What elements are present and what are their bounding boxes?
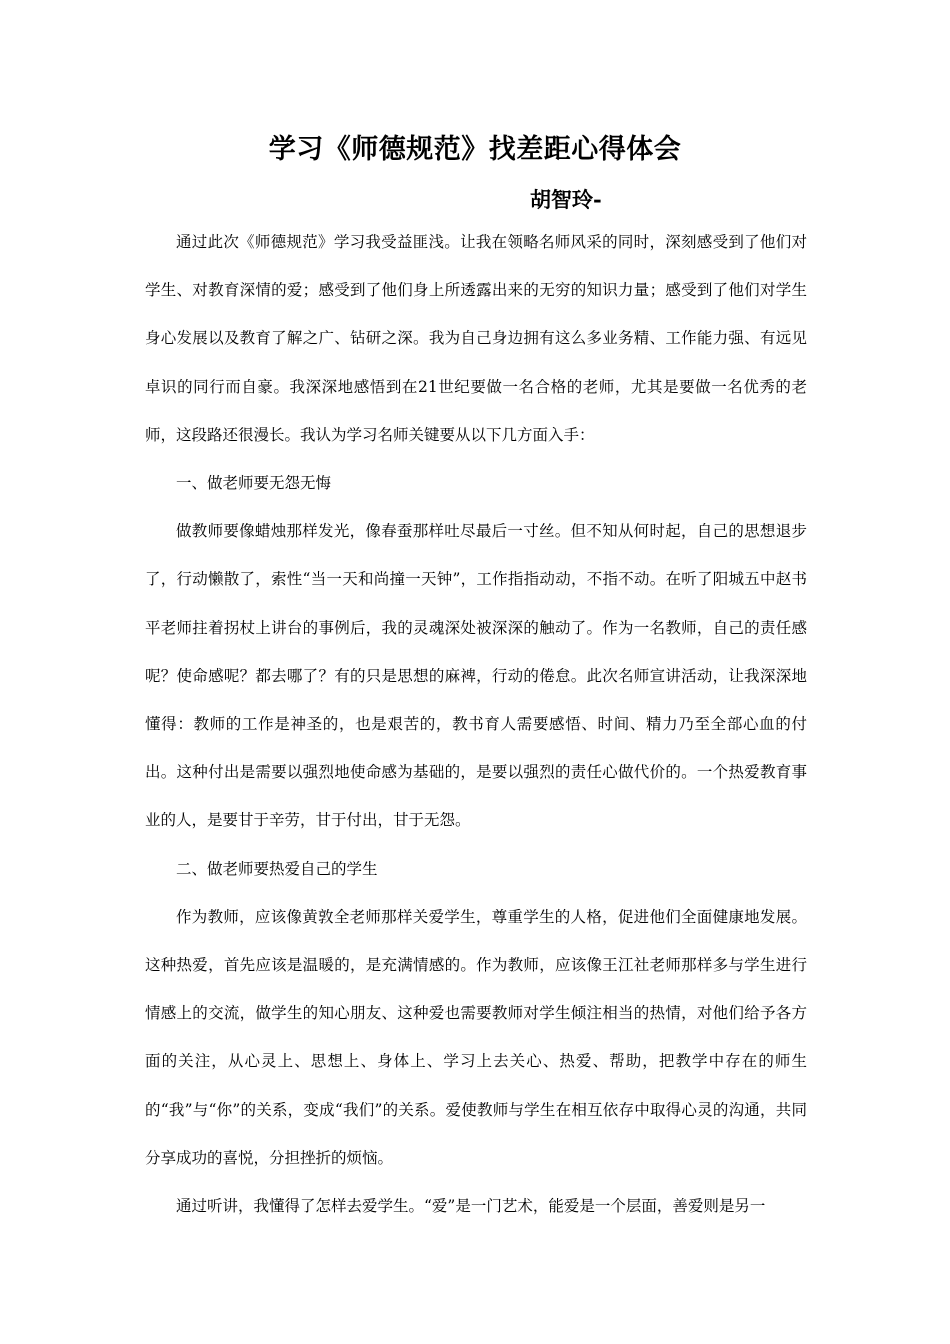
paragraph-section-1: 做教师要像蜡烛那样发光，像春蚕那样吐尽最后一寸丝。但不知从何时起，自己的思想退步了，行动懒散了，索性“当一天和尚撞一天钟”，工作指指动动，不指不动。在听了阳城五中赵书平老师拄着拐杖上讲台的事例后，我的灵魂深处被深深的触动了。作为一名教师，自己的责任感呢？使命感呢？都去哪了？有的只是思想的麻裨，行动的倦怠。此次名师宣讲活动，让我深深地懂得：教师的工作是神圣的，也是艰苦的，教书育人需要感悟、时间、精力乃至全部心血的付出。这种付出是需要以强烈地使命感为基础的，是要以强烈的责任心做代价的。一个热爱教育事业的人，是要甘于辛劳，甘于付出，甘于无怨。 (145, 522, 807, 830)
section-heading-2: 二、做老师要热爱自己的学生 (176, 859, 378, 878)
paragraph-continued: 通过听讲，我懂得了怎样去爱学生。“爱”是一门艺术，能爱是一个层面，善爱则是另一 (176, 1197, 766, 1216)
section-heading-1: 一、做老师要无怨无悔 (176, 474, 332, 493)
document-body (145, 218, 807, 1230)
paragraph-intro: 通过此次《师德规范》学习我受益匪浅。让我在领略名师风采的同时，深刻感受到了他们对学生、对教育深情的爱；感受到了他们身上所透露出来的无穷的知识力量；感受到了他们对学生身心发展以及教育了解之广、钻研之深。我为自己身边拥有这么多业务精、工作能力强、有远见卓识的同行而自豪。我深深地感悟到在21世纪要做一名合格的老师，尤其是要做一名优秀的老师，这段路还很漫长。我认为学习名师关键要从以下几方面入手： (145, 233, 807, 444)
author-name: 胡智玲- (530, 187, 602, 212)
document-title: 学习《师德规范》找差距心得体会 (268, 134, 682, 165)
paragraph-section-2: 作为教师，应该像黄敦全老师那样关爱学生，尊重学生的人格，促进他们全面健康地发展。这种热爱，首先应该是温暖的，是充满情感的。作为教师，应该像王江社老师那样多与学生进行情感上的交流，做学生的知心朋友、这种爱也需要教师对学生倾注相当的热情，对他们给予各方面的关注，从心灵上、思想上、身体上、学习上去关心、热爱、帮助，把教学中存在的师生的“我”与“你”的关系，变成“我们”的关系。爱使教师与学生在相互依存中取得心灵的沟通，共同分享成功的喜悦，分担挫折的烦恼。 (145, 907, 807, 1167)
